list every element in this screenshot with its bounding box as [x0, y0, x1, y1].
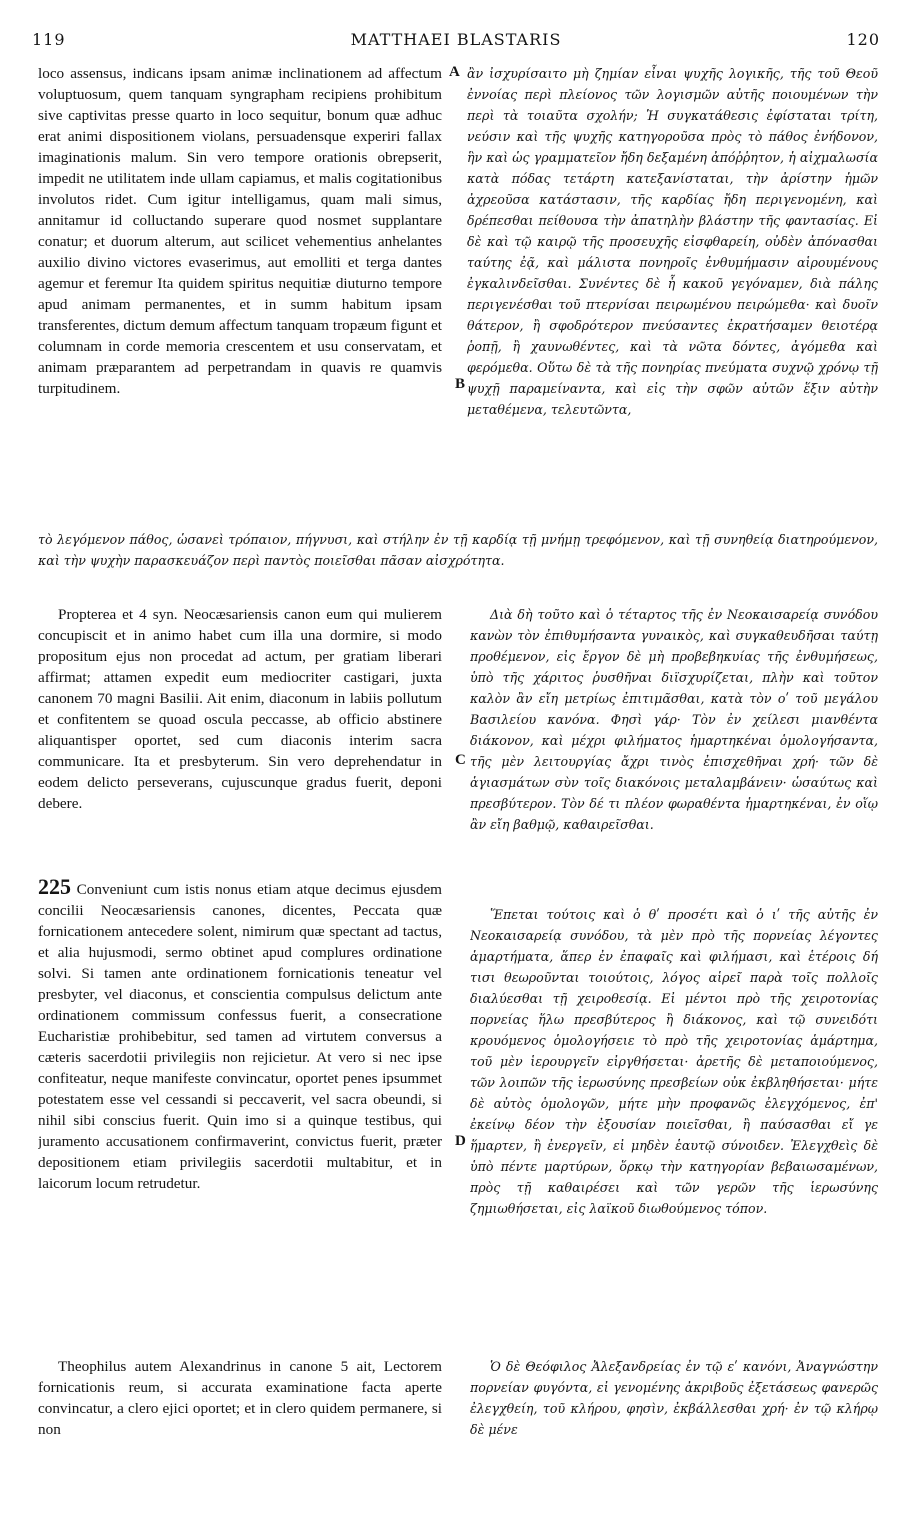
greek-column-bottom: [470, 1356, 878, 1442]
greek-span-text: τὸ λεγόμενον πάθος, ὡσανεὶ τρόπαιον, πήγνυσι, καὶ στήλην ἐν τῇ καρδίᾳ τῇ μνήμῃ τρεφόμενον, καὶ τῇ συνηθείᾳ διατηρούμενον, καὶ τὴν ψυχὴν παρασκευάζον περὶ παντὸς ποιεῖσθαι πᾶσαν αἰσχρότητα.: [38, 532, 878, 568]
latin-paragraph-1: loco assensus, indicans ipsam animæ inclinationem ad affectum voluptuosum, quem tanquam syngrapham recipiens prohibitum sive captivitas presse quarto in loco sequitur, bonum quæ adhuc erat animi dispositionem violans, persuadensque experiri fallax imaginationis malum. Sin vero tempore orationis obrepserit, impedit ne utilitatem inde ullam capiamus, et malis cogitationibus involutos ridet. Cum igitur intelligamus, quam mali simus, annitamur id colluctando superare quod nosmet supplantare conatur; et duorum alterum, aut scilicet vehementius anhelantes auxilio divino victores evaserimus, aut emolliti et terga dantes agemur et feremur Ita quidem spiritus nequitiæ diuturno tempore apud animam permanentes, et in summ habitum ipsam transferentes, dictum demum affectum tanquam tropæum figunt et columnam in corde memoria crescentem et usu conservatam, et animam præparantem ad perpetrandam in quavis re quamvis turpitudinem.: [38, 65, 442, 397]
page-number-left: 119: [32, 30, 66, 49]
margin-marker-d: D: [455, 1133, 466, 1149]
latin-paragraph-3: Conveniunt cum istis nonus etiam atque decimus ejusdem concilii Neocæsariensis canones, dicentes, Peccata quæ fornicationem antecedere solent, nimirum quæ spectant ad tactus, et alia hujusmodi, sermo obtinet apud complures ordinatione solvi. Si tamen ante ordinationem fornicationis teneatur vel presbyter, vel diaconus, et conscientia compulsus delictum ante ordinationem commissum confessus fuerit, a consecratione Eucharistiæ prohibebitur, sed tamen ad virtutem conversus a cæteris sacerdotii privilegiis non rejicietur. At vero si nec ipse confiteatur, neque manifeste convincatur, oportet penes ipsummet potestatem esse vel cessandi si peccaverit, vel sacra obeundi, si nihil sibi conscius fuerit. Quin imo si a quinque testibus, qui juramento accusationem confirmaverint, convictus fuerit, præter depositionem etiam privilegiis sacerdotii multabitur, et in laicorum locum retrudetur.: [38, 881, 442, 1192]
latin-column-bottom: [38, 1356, 442, 1442]
latin-column-canon-225: [38, 876, 442, 1350]
greek-paragraph-3: Ἕπεται τούτοις καὶ ὁ θʹ προσέτι καὶ ὁ ιʹ τῆς αὐτῆς ἐν Νεοκαισαρείᾳ συνόδου, τὰ μὲν πρὸ τῆς πορνείας λέγοντες ἁμαρτήματα, ἅπερ ἐν ἐπαφαῖς καὶ φιλήμασι, καὶ ἑτέροις δή τισι θεωροῦνται τοιούτοις, λόγος αἱρεῖ παρὰ τοῖς πολλοῖς διαλύεσθαι τῇ χειροθεσίᾳ. Εἰ μέντοι πρὸ τῆς χειροτονίας πορνείας ἥλω πρεσβύτερος ἢ διάκονος, καὶ τῷ συνειδότι κρουόμενος ὁμολογήσειε τὸ πρὸ τῆς χειροτονίας ἁμάρτημα, τοῦ μὲν ἱερουργεῖν εἰργθήσεται· ἀρετῆς δὲ μεταποιούμενος, τῶν λοιπῶν τῆς ἱερωσύνης πρεσβείων οὐκ ἐκβληθήσεται· μήτε δὲ αὐτὸς ὁμολογῶν, μήτε μὴν προφανῶς ἐλεγχόμενος, ἐπ' ἐκείνῳ δέον τὴν ἐξουσίαν ποιεῖσθαι, ἢ παύσασθαι εἴ γε ἥμαρτεν, ἢ ἐνεργεῖν, εἰ μηδὲν ἑαυτῷ σύνοιδεν. Ἐλεγχθεὶς δὲ ὑπὸ πέντε μαρτύρων, ὅρκῳ τὴν κατηγορίαν βεβαιωσαμένων, πρὸς τῇ καθαιρέσει καὶ τῶν γερῶν τῆς ἱερωσύνης ζημιωθήσεται, εἰς λαϊκοῦ διωθούμενος τόπον.: [470, 907, 878, 1216]
greek-column-canon: [470, 904, 878, 1350]
latin-column-top: [38, 63, 442, 525]
latin-paragraph-2: Propterea et 4 syn. Neocæsariensis canon eum qui mulierem concupiscit et in animo habet cum illa una dormire, si modo propositum ejus non procedat ad actum, per gratiam liberari affirmat; attamen expedit eum mediocriter castigari, juxta canonem 70 magni Basilii. Ait enim, diaconum in labiis pollutum et confitentem se quoad oscula peccasse, ab officio abstinere aliquantisper oportet, sed cum diaconis interim sacra communicare. Ita et presbyterum. Sin vero deprehendatur in eodem delicto perseverans, cujuscunque gradus fuerit, deponi debere.: [38, 606, 442, 812]
greek-paragraph-1: ἂν ἰσχυρίσαιτο μὴ ζημίαν εἶναι ψυχῆς λογικῆς, τῆς τοῦ Θεοῦ ἐννοίας περὶ πλείονος τῶν λογισμῶν αὐτῆς ποιουμένων τὴν περὶ τὰ τοιαῦτα σχολήν; Ἡ συγκατάθεσις ἐφίσταται τρίτη, νεύσιν καὶ τῆς ψυχῆς κατηγοροῦσα πρὸς τὸ πάθος ἐνήδονον, ἣν καὶ ὡς γραμματεῖον ἤδη δεξαμένη ἀπόῤῥητον, ἡ αἰχμαλωσία κατὰ πόδας τετάρτη κατεξανίσταται, τὴν ἀρίστην ἡμῶν ἀχρεοῦσα κατάστασιν, τῆς καρδίας ἤδη περιγενομένη, καὶ δρέπεσθαι πείθουσα τὴν ἀπατηλὴν βλάστην τῆς φαντασίας. Εἰ δὲ καὶ τῷ καιρῷ τῆς προσευχῆς εἰσφθαρείη, οὐδὲν ἀπόνασθαι ταύτης ἐᾷ, καὶ μάλιστα πονηροῖς ἐνθυμήμασιν αἱρουμένους ἐγκαλινδεῖσθαι. Συνέντες δὲ ἧ κακοῦ γεγόναμεν, διὰ πάλης περιγενέσθαι τοῦ πτερνίσαι πειρωμένου πειρώμεθα· καὶ δυοῖν θάτερον, ἢ σφοδρότερον πνεύσαντες ἐκρατήσαμεν θειοτέρᾳ ῥοπῇ, ἢ χαυνωθέντες, καὶ τὰ νῶτα δόντες, ἀγόμεθα καὶ φερόμεθα. Οὕτω δὲ τὰ τῆς πονηρίας πνεύματα συχνῷ χρόνῳ τῇ ψυχῇ παραμείναντα, καὶ εἰς τὴν σφῶν αὐτῶν ἕξιν αὐτὴν μεταθέμενα, τελευτῶντα,: [467, 66, 878, 417]
latin-paragraph-4: Theophilus autem Alexandrinus in canone 5 ait, Lectorem fornicationis reum, si accurata examinatione facta aperte convincatur, a clero ejici oportet; et in clero quidem permanere, si non: [38, 1358, 442, 1438]
margin-marker-b: B: [455, 376, 466, 392]
greek-paragraph-4: Ὁ δὲ Θεόφιλος Ἀλεξανδρείας ἐν τῷ εʹ κανόνι, Ἀναγνώστην πορνείαν φυγόντα, εἰ γενομένης ἀκριβοῦς ἐξετάσεως φανερῶς ἐλεγχθείη, τοῦ κλήρου, φησὶν, ἐκβάλλεσθαι χρή· ἐν τῷ κλήρῳ δὲ μένε: [470, 1359, 878, 1437]
margin-marker-c: C: [455, 752, 466, 768]
latin-column-middle: [38, 604, 442, 856]
running-title: MATTHAEI BLASTARIS: [350, 30, 562, 49]
greek-column-top: [467, 63, 878, 525]
margin-marker-a: A: [449, 64, 460, 80]
canon-number-225: 225: [38, 876, 71, 899]
greek-paragraph-2: Διὰ δὴ τοῦτο καὶ ὁ τέταρτος τῆς ἐν Νεοκαισαρείᾳ συνόδου κανὼν τὸν ἐπιθυμήσαντα γυναικὸς, καὶ συγκαθευδῆσαι ταύτῃ προθέμενον, εἰς ἔργον δὲ μὴ προβεβηκυίας τῆς ἐνθυμήσεως, ὑπὸ τῆς χάριτος ῥυσθῆναι διϊσχυρίζεται, πλὴν καὶ τοῦτον καλὸν ἂν εἴη μετρίως ἐπιτιμᾶσθαι, κατὰ τὸν οʹ τοῦ μεγάλου Βασιλείου κανόνα. Φησὶ γάρ· Τὸν ἐν χείλεσι μιανθέντα διάκονον, καὶ μέχρι φιλήματος ἡμαρτηκέναι ὁμολογήσαντα, τῆς μὲν λειτουργίας ἄχρι τινὸς ἐπισχεθῆναι χρή· τῶν δὲ ἁγιασμάτων σὺν τοῖς διακόνοις μεταλαμβάνειν· ὡσαύτως καὶ πρεσβύτερον. Τὸν δέ τι πλέον φωραθέντα ἡμαρτηκέναι, ἐν οἵῳ ἂν εἴη βαθμῷ, καθαιρεῖσθαι.: [470, 607, 878, 832]
running-header: [32, 30, 880, 54]
page-number-right: 120: [846, 30, 880, 49]
greek-column-middle: [470, 604, 878, 900]
greek-full-width-continuation: [38, 529, 878, 595]
